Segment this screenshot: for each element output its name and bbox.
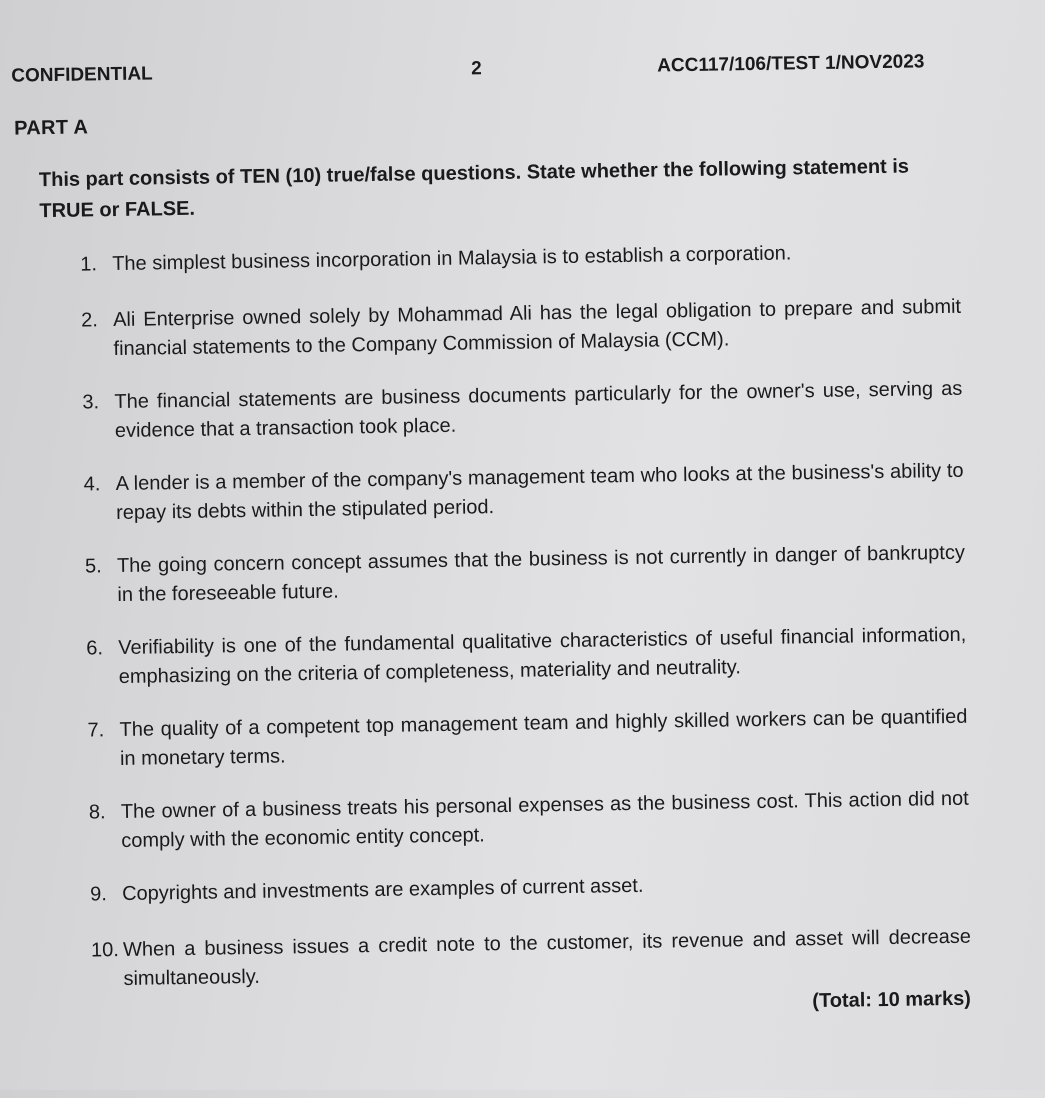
question-number: 1. [80,253,98,276]
question-item [89,785,970,857]
question-item [86,621,967,693]
question-text: The going concern concept assumes that the business is not currently in danger of bankruptcy in the foreseeable future. [116,541,966,607]
question-item [91,923,972,995]
instructions: This part consists of TEN (10) true/false questions. State whether the following statement is TRUE or FALSE. [38,155,910,223]
question-item [80,237,960,280]
question-list [80,237,972,1019]
question-number: 8. [88,801,106,824]
exam-code: ACC117/106/TEST 1/NOV2023 [657,51,925,77]
question-item [87,703,968,775]
total-marks: (Total: 10 marks) [812,987,972,1013]
question-number: 9. [89,883,108,906]
question-item [82,375,963,447]
question-number: 5. [84,555,102,578]
question-text: Copyrights and investments are examples of current asset. [121,874,644,905]
question-item [81,293,962,365]
question-item [85,539,966,611]
page-number: 2 [471,58,482,80]
question-number: 6. [86,637,104,660]
confidential-label: CONFIDENTIAL [11,63,153,87]
question-number: 7. [87,719,105,742]
question-text: The owner of a business treats his personal expenses as the business cost. This action did not comply with the economic entity concept. [120,787,969,852]
question-text: The quality of a competent top management team and highly skilled workers can be quantified in monetary terms. [119,705,968,770]
question-item [83,457,964,529]
question-number: 10. [90,939,120,962]
question-item [90,867,970,910]
question-number: 2. [80,309,98,332]
question-text: When a business issues a credit note to the customer, its revenue and asset will decrease simultaneously. [122,925,972,990]
part-title: PART A [13,116,89,140]
question-number: 4. [83,473,101,496]
question-text: The financial statements are business documents particularly for the owner's use, serving as evidence that a transaction took place. [114,377,963,443]
question-text: The simplest business incorporation in Malaysia is to establish a corporation. [112,242,792,276]
question-text: Verifiability is one of the fundamental qualitative characteristics of useful financial information, emphasizing on the criteria of completeness, materiality and neutrality. [118,623,967,689]
question-text: A lender is a member of the company's management team who looks at the business's ability to repay its debts within the stipulated period. [115,459,964,525]
question-number: 3. [82,391,100,414]
page-header [11,51,951,90]
question-text: Ali Enterprise owned solely by Mohammad Ali has the legal obligation to prepare and submit financial statements to the Company Commission of Malaysia (CCM). [112,295,962,361]
